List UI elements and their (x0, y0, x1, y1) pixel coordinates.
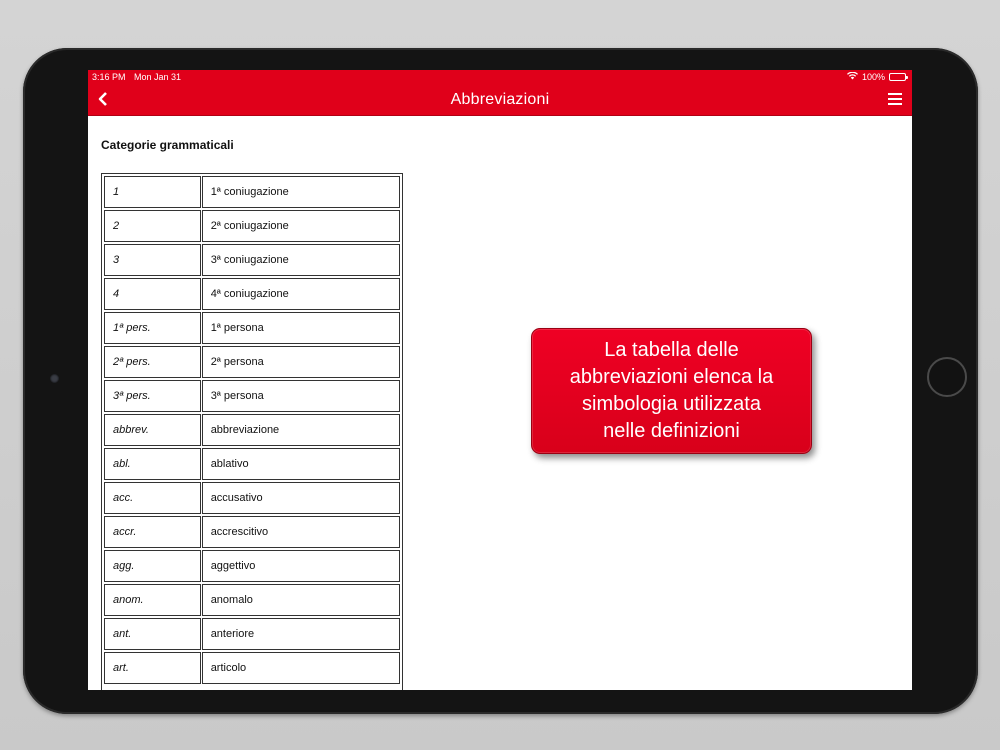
table-row (104, 584, 400, 618)
table-row (104, 448, 400, 482)
description-cell: aggettivo (202, 550, 400, 582)
abbreviation-cell: 3 (104, 244, 201, 276)
info-callout (531, 328, 812, 454)
wifi-icon (847, 70, 858, 84)
home-button[interactable] (927, 357, 967, 397)
table-row (104, 618, 400, 652)
callout-line: simbologia utilizzata (582, 393, 761, 415)
status-date: Mon Jan 31 (134, 72, 182, 82)
description-cell: 1ª persona (202, 312, 400, 344)
abbreviation-cell: ant. (104, 618, 201, 650)
callout-line: La tabella delle (604, 339, 739, 361)
table-row (104, 346, 400, 380)
table-row (104, 176, 400, 210)
front-camera (50, 374, 59, 383)
description-cell: accrescitivo (202, 516, 400, 548)
abbreviation-cell: 1 (104, 176, 201, 208)
table-row (104, 414, 400, 448)
table-row (104, 312, 400, 346)
abbreviation-cell: 1ª pers. (104, 312, 201, 344)
table-row (104, 210, 400, 244)
description-cell: abbreviazione (202, 414, 400, 446)
description-cell: 2ª coniugazione (202, 210, 400, 242)
description-cell: 4ª coniugazione (202, 278, 400, 310)
abbreviation-cell: abl. (104, 448, 201, 480)
table-row (104, 380, 400, 414)
table-row (104, 550, 400, 584)
status-right (847, 70, 906, 84)
callout-line: abbreviazioni elenca la (569, 366, 774, 388)
table-row (104, 278, 400, 312)
navigation-bar (88, 84, 912, 116)
status-bar (88, 70, 912, 84)
table-row (104, 516, 400, 550)
abbreviation-cell: anom. (104, 584, 201, 616)
description-cell: 2ª persona (202, 346, 400, 378)
description-cell: articolo (202, 652, 400, 684)
table-row (104, 482, 400, 516)
battery-percentage: 100% (861, 72, 885, 82)
abbreviation-cell: acc. (104, 482, 201, 514)
description-cell: 3ª persona (202, 380, 400, 412)
hamburger-menu-icon (888, 93, 902, 95)
abbreviation-cell: abbrev. (104, 414, 201, 446)
description-cell: ablativo (202, 448, 400, 480)
abbreviation-cell: 2ª pers. (104, 346, 201, 378)
section-title: Categorie grammaticali (101, 138, 234, 152)
abbreviation-cell: 2 (104, 210, 201, 242)
description-cell: anomalo (202, 584, 400, 616)
abbreviations-table (101, 173, 403, 690)
menu-button[interactable] (888, 93, 902, 105)
abbreviation-cell: 3ª pers. (104, 380, 201, 412)
table-row (104, 244, 400, 278)
description-cell: accusativo (202, 482, 400, 514)
description-cell: 1ª coniugazione (202, 176, 400, 208)
abbreviation-cell: 4 (104, 278, 201, 310)
page-title: Abbreviazioni (450, 91, 550, 108)
status-time: 3:16 PM (92, 72, 126, 82)
callout-line: nelle definizioni (603, 420, 740, 442)
table-row (104, 652, 400, 686)
abbreviation-cell: agg. (104, 550, 201, 582)
description-cell: anteriore (202, 618, 400, 650)
description-cell: 3ª coniugazione (202, 244, 400, 276)
battery-icon (889, 73, 906, 81)
abbreviation-cell: art. (104, 652, 201, 684)
abbreviation-cell: accr. (104, 516, 201, 548)
